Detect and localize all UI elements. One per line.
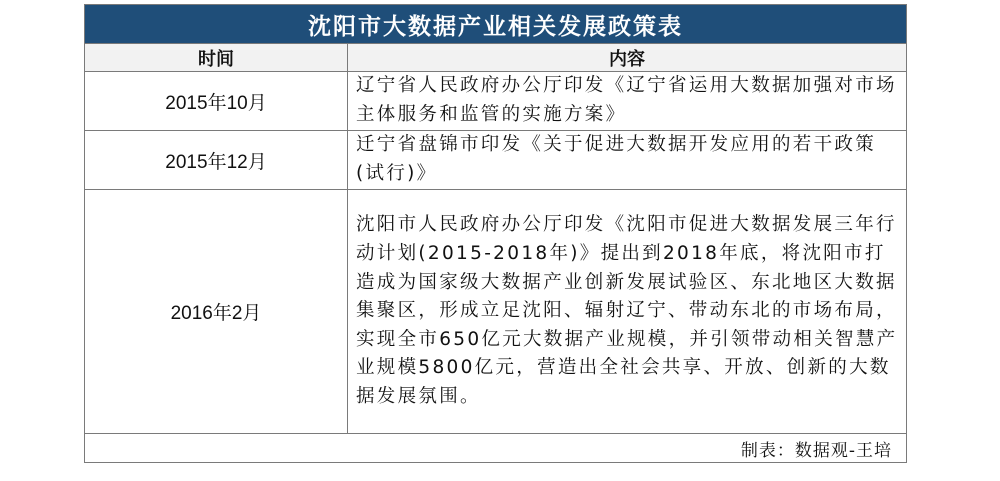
table-footer: 制表：数据观-王培 xyxy=(85,434,907,463)
header-content: 内容 xyxy=(348,44,907,72)
row-time: 2016年2月 xyxy=(85,190,348,434)
footer-row xyxy=(85,434,907,463)
row-time: 2015年10月 xyxy=(85,72,348,131)
row-content: 沈阳市人民政府办公厅印发《沈阳市促进大数据发展三年行动计划(2015-2018年)》提出到2018年底，将沈阳市打造成为国家级大数据产业创新发展试验区、东北地区大数据集聚区，形成立足沈阳、辐射辽宁、带动东北的市场布局，实现全市650亿元大数据产业规模，并引领带动相关智慧产业规模5800亿元，营造出全社会共享、开放、创新的大数据发展氛围。 xyxy=(348,190,907,434)
row-time: 2015年12月 xyxy=(85,131,348,190)
header-time: 时间 xyxy=(85,44,348,72)
table-row xyxy=(85,72,907,131)
row-content: 辽宁省人民政府办公厅印发《辽宁省运用大数据加强对市场主体服务和监管的实施方案》 xyxy=(348,72,907,131)
table-row xyxy=(85,131,907,190)
row-content: 迁宁省盘锦市印发《关于促进大数据开发应用的若干政策(试行)》 xyxy=(348,131,907,190)
header-row xyxy=(85,44,907,72)
title-row xyxy=(85,5,907,44)
table-title: 沈阳市大数据产业相关发展政策表 xyxy=(85,5,907,44)
table-row xyxy=(85,190,907,434)
policy-table xyxy=(84,4,907,463)
